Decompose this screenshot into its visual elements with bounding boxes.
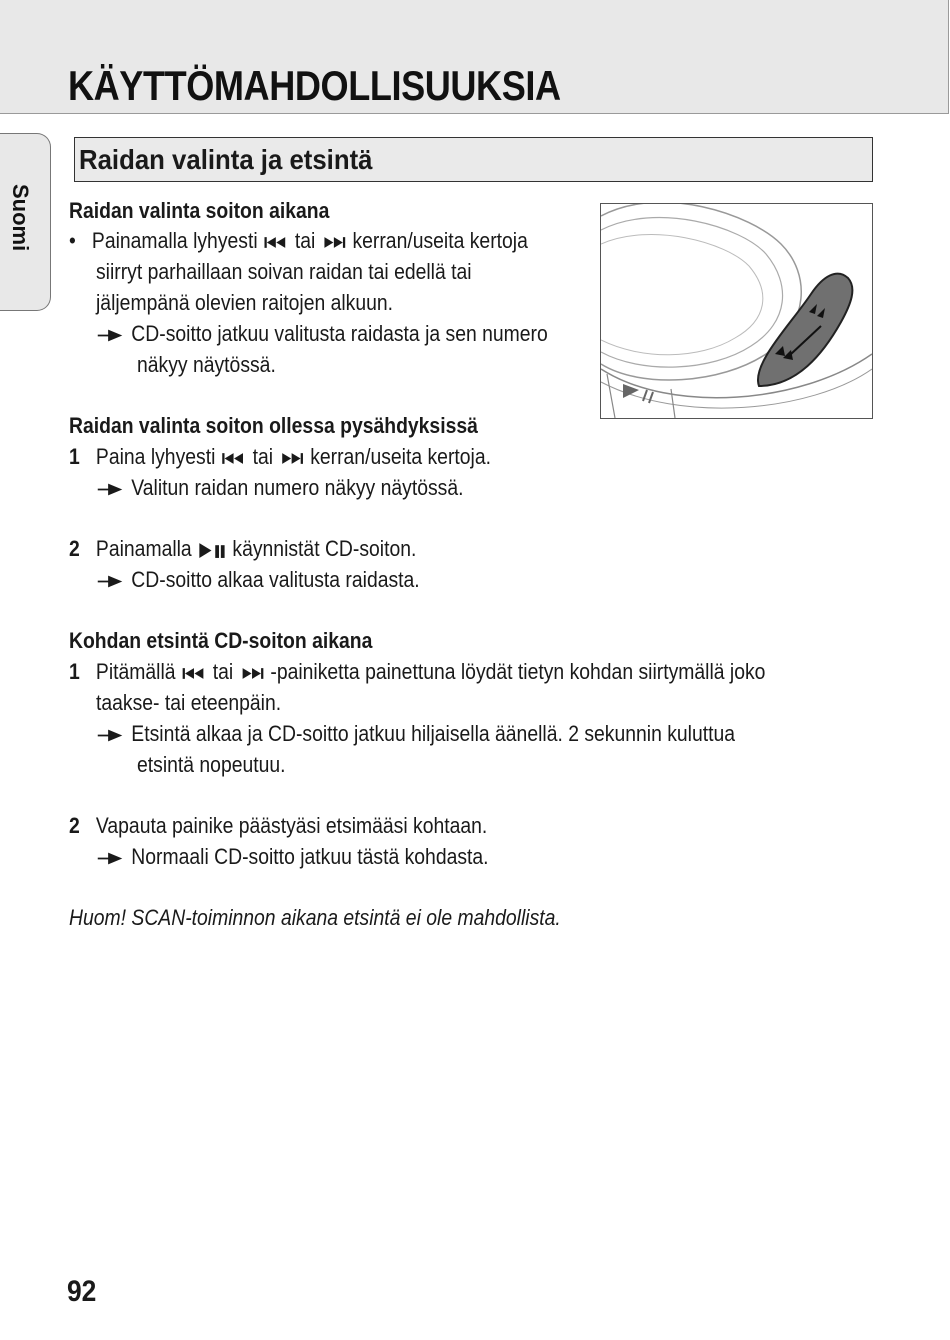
result-arrow-icon [96, 851, 126, 866]
language-tab-label: Suomi [8, 184, 33, 252]
step-text: -painiketta painettuna löydät tietyn kohdan siirtymällä joko [270, 659, 766, 684]
step-item [69, 810, 487, 841]
step-item [69, 533, 416, 564]
skip-next-icon [321, 235, 347, 250]
page-number: 92 [67, 1275, 97, 1308]
result-arrow-icon [96, 482, 126, 497]
heading-search: Kohdan etsintä CD-soiton aikana [69, 628, 373, 653]
result-line [96, 718, 735, 749]
skip-next-icon [278, 451, 304, 466]
skip-previous-icon [221, 451, 247, 466]
result-text-line: näkyy näytössä. [137, 352, 276, 377]
step-text: tai [252, 444, 274, 469]
result-line [96, 318, 548, 349]
result-text: Valitun raidan numero näkyy näytössä. [131, 475, 464, 500]
result-arrow-icon [96, 328, 126, 343]
result-arrow-icon [96, 574, 126, 589]
bullet-text-line: siirryt parhaillaan soivan raidan tai edellä tai [96, 259, 472, 284]
section-title: Raidan valinta ja etsintä [79, 144, 373, 175]
step-text: tai [212, 659, 234, 684]
device-illustration [600, 203, 873, 419]
bullet-text: kerran/useita kertoja [352, 228, 528, 253]
cd-player-drawing [601, 204, 872, 418]
step-text: Paina lyhyesti [95, 444, 216, 469]
language-tab [0, 133, 51, 311]
step-text: kerran/useita kertoja. [310, 444, 491, 469]
skip-button[interactable] [758, 274, 852, 386]
step-text: Vapauta painike päästyäsi etsimääsi kohtaan. [95, 813, 488, 838]
result-line [96, 564, 420, 595]
step-text: Pitämällä [95, 659, 176, 684]
bullet-text: tai [294, 228, 316, 253]
skip-next-icon [239, 666, 265, 681]
bullet-text-line: jäljempänä olevien raitojen alkuun. [96, 290, 394, 315]
step-number: 2 [69, 536, 80, 561]
step-text-line: taakse- tai eteenpäin. [96, 690, 282, 715]
result-line [96, 472, 463, 503]
result-arrow-icon [96, 728, 126, 743]
heading-track-select-playing: Raidan valinta soiton aikana [69, 198, 330, 223]
step-number: 2 [69, 813, 80, 838]
step-item [69, 656, 765, 687]
step-number: 1 [69, 444, 80, 469]
bullet-symbol: • [69, 228, 76, 253]
step-item [69, 441, 491, 472]
step-text: käynnistät CD-soiton. [232, 536, 417, 561]
result-text: CD-soitto jatkuu valitusta raidasta ja sen numero [131, 321, 548, 346]
bullet-text: Painamalla lyhyesti [91, 228, 258, 253]
skip-previous-icon [181, 666, 207, 681]
step-number: 1 [69, 659, 80, 684]
page-title: KÄYTTÖMAHDOLLISUUKSIA [68, 62, 561, 109]
result-line [96, 841, 489, 872]
section-header [74, 137, 873, 182]
heading-track-select-stopped: Raidan valinta soiton ollessa pysähdyksissä [69, 413, 478, 438]
step-text: Painamalla [95, 536, 192, 561]
note-text: Huom! SCAN-toiminnon aikana etsintä ei ole mahdollista. [69, 905, 561, 930]
result-text-line: etsintä nopeutuu. [137, 752, 286, 777]
bullet-item [69, 225, 528, 256]
result-text: Etsintä alkaa ja CD-soitto jatkuu hiljaisella äänellä. 2 sekunnin kuluttua [131, 721, 736, 746]
result-text: Normaali CD-soitto jatkuu tästä kohdasta. [131, 844, 489, 869]
play-pause-icon [197, 542, 227, 559]
skip-previous-icon [263, 235, 289, 250]
result-text: CD-soitto alkaa valitusta raidasta. [131, 567, 420, 592]
